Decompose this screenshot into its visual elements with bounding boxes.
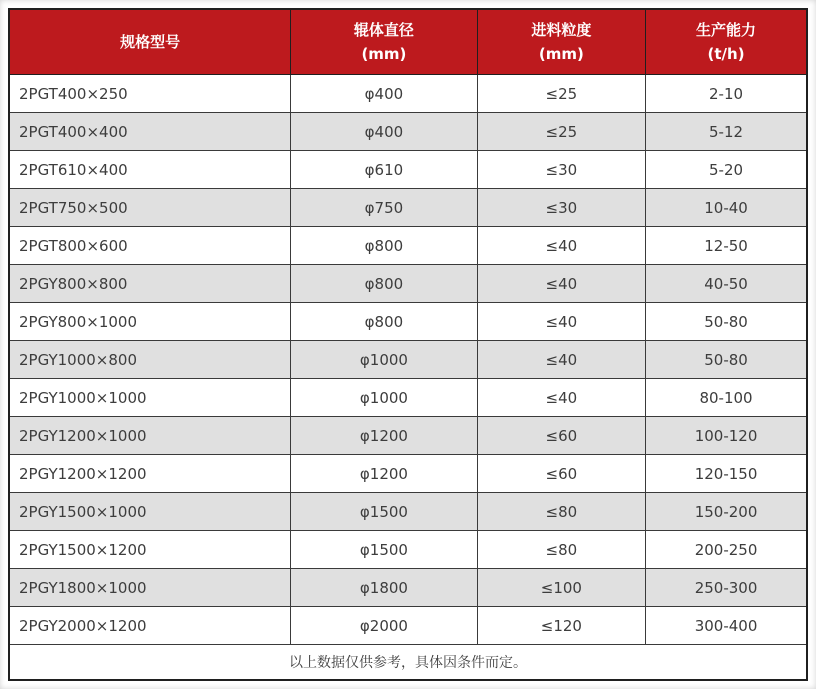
spec-table-container: [8, 8, 808, 681]
cell-feed-size: ≤30: [477, 151, 645, 189]
cell-capacity: 10-40: [646, 189, 807, 227]
spec-table: [8, 8, 808, 681]
cell-diameter: φ800: [291, 303, 477, 341]
table-row: [9, 531, 807, 569]
table-row: [9, 379, 807, 417]
cell-diameter: φ750: [291, 189, 477, 227]
table-body: [9, 75, 807, 645]
cell-diameter: φ400: [291, 75, 477, 113]
column-header-feed-size-unit: (mm): [538, 45, 584, 63]
cell-capacity: 80-100: [646, 379, 807, 417]
cell-model: 2PGT400×250: [9, 75, 291, 113]
cell-diameter: φ1000: [291, 341, 477, 379]
cell-model: 2PGY2000×1200: [9, 607, 291, 645]
column-header-capacity: [646, 9, 807, 75]
table-row: [9, 189, 807, 227]
cell-model: 2PGY1000×800: [9, 341, 291, 379]
cell-capacity: 5-20: [646, 151, 807, 189]
cell-capacity: 120-150: [646, 455, 807, 493]
cell-capacity: 12-50: [646, 227, 807, 265]
cell-diameter: φ1500: [291, 531, 477, 569]
cell-model: 2PGY1500×1000: [9, 493, 291, 531]
cell-model: 2PGY800×800: [9, 265, 291, 303]
column-header-feed-size-title: 进料粒度: [531, 21, 592, 39]
cell-capacity: 50-80: [646, 303, 807, 341]
column-header-feed-size: [477, 9, 645, 75]
cell-diameter: φ1200: [291, 417, 477, 455]
table-row: [9, 607, 807, 645]
footer-row: [9, 645, 807, 681]
table-row: [9, 113, 807, 151]
cell-capacity: 100-120: [646, 417, 807, 455]
cell-diameter: φ1800: [291, 569, 477, 607]
cell-model: 2PGY1800×1000: [9, 569, 291, 607]
table-row: [9, 151, 807, 189]
cell-feed-size: ≤30: [477, 189, 645, 227]
table-header: [9, 9, 807, 75]
cell-feed-size: ≤40: [477, 379, 645, 417]
cell-diameter: φ610: [291, 151, 477, 189]
column-header-diameter-unit: (mm): [361, 45, 407, 63]
cell-capacity: 5-12: [646, 113, 807, 151]
cell-capacity: 150-200: [646, 493, 807, 531]
table-footer: [9, 645, 807, 681]
cell-feed-size: ≤60: [477, 455, 645, 493]
cell-feed-size: ≤100: [477, 569, 645, 607]
cell-model: 2PGT800×600: [9, 227, 291, 265]
cell-feed-size: ≤25: [477, 113, 645, 151]
cell-feed-size: ≤25: [477, 75, 645, 113]
cell-model: 2PGY1500×1200: [9, 531, 291, 569]
cell-diameter: φ1500: [291, 493, 477, 531]
cell-model: 2PGY1000×1000: [9, 379, 291, 417]
table-row: [9, 493, 807, 531]
table-row: [9, 455, 807, 493]
cell-model: 2PGT610×400: [9, 151, 291, 189]
column-header-diameter-title: 辊体直径: [353, 21, 414, 39]
column-header-capacity-unit: (t/h): [707, 45, 745, 63]
cell-feed-size: ≤80: [477, 493, 645, 531]
cell-diameter: φ400: [291, 113, 477, 151]
cell-model: 2PGT750×500: [9, 189, 291, 227]
cell-feed-size: ≤40: [477, 227, 645, 265]
table-row: [9, 227, 807, 265]
column-header-capacity-title: 生产能力: [696, 21, 757, 39]
cell-feed-size: ≤40: [477, 265, 645, 303]
table-row: [9, 303, 807, 341]
cell-capacity: 300-400: [646, 607, 807, 645]
cell-model: 2PGY1200×1200: [9, 455, 291, 493]
cell-feed-size: ≤60: [477, 417, 645, 455]
cell-diameter: φ2000: [291, 607, 477, 645]
table-row: [9, 265, 807, 303]
cell-diameter: φ1200: [291, 455, 477, 493]
column-header-diameter: [291, 9, 477, 75]
cell-feed-size: ≤120: [477, 607, 645, 645]
cell-diameter: φ800: [291, 227, 477, 265]
cell-model: 2PGT400×400: [9, 113, 291, 151]
column-header-model-title: 规格型号: [120, 33, 181, 51]
cell-capacity: 2-10: [646, 75, 807, 113]
table-row: [9, 569, 807, 607]
table-row: [9, 341, 807, 379]
cell-diameter: φ800: [291, 265, 477, 303]
cell-model: 2PGY800×1000: [9, 303, 291, 341]
cell-capacity: 250-300: [646, 569, 807, 607]
header-row: [9, 9, 807, 75]
cell-feed-size: ≤40: [477, 303, 645, 341]
cell-feed-size: ≤40: [477, 341, 645, 379]
cell-capacity: 40-50: [646, 265, 807, 303]
cell-capacity: 200-250: [646, 531, 807, 569]
table-row: [9, 75, 807, 113]
cell-capacity: 50-80: [646, 341, 807, 379]
cell-diameter: φ1000: [291, 379, 477, 417]
table-footnote: 以上数据仅供参考，具体因条件而定。: [9, 645, 807, 681]
cell-model: 2PGY1200×1000: [9, 417, 291, 455]
column-header-model: [9, 9, 291, 75]
table-row: [9, 417, 807, 455]
cell-feed-size: ≤80: [477, 531, 645, 569]
